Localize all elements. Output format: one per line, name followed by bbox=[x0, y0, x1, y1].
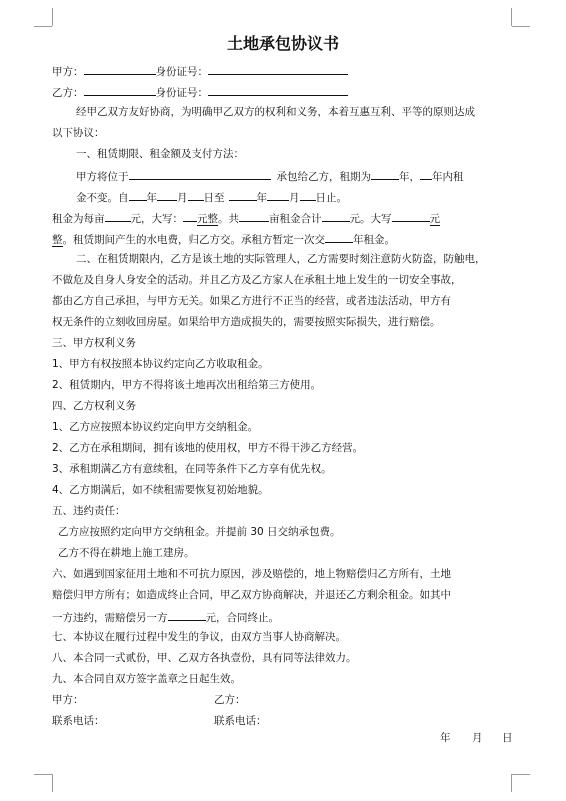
text: 年租金。 bbox=[353, 234, 395, 246]
crop-mark-top-left-h bbox=[34, 26, 52, 27]
phone-party-b[interactable]: 联系电话： bbox=[214, 715, 267, 727]
party-b-label: 乙方： bbox=[52, 87, 84, 99]
section-7: 七、本协议在履行过程中发生的争议，由双方当事人协商解决。 bbox=[52, 631, 346, 643]
text: 一方违约，需赔偿另一方 bbox=[52, 612, 168, 624]
prepay-years-field[interactable] bbox=[325, 231, 353, 243]
signature-party-b[interactable]: 乙方： bbox=[214, 694, 246, 706]
crop-mark-bottom-right-h bbox=[512, 774, 530, 775]
party-a-label: 甲方： bbox=[52, 66, 84, 78]
crop-mark-top-right-h bbox=[512, 26, 530, 27]
section-3-heading: 三、甲方权利义务 bbox=[52, 337, 136, 349]
text: 月 bbox=[289, 192, 300, 204]
section-1-line-1 bbox=[76, 168, 464, 184]
section-8: 八、本合同一式贰份，甲、乙双方各执壹份，具有同等法律效力。 bbox=[52, 652, 357, 664]
total-rent-field[interactable] bbox=[322, 210, 350, 222]
section-4-item-3: 3、承租期满乙方有意续租，在同等条件下乙方享有优先权。 bbox=[52, 463, 332, 475]
section-6-line-2: 赔偿归甲方所有；如造成终止合同，甲乙双方协商解决，并退还乙方剩余租金。如其中 bbox=[52, 589, 451, 601]
section-6-line-3 bbox=[52, 609, 279, 625]
lease-years-field[interactable] bbox=[371, 168, 399, 180]
date-day: 日 bbox=[502, 732, 513, 744]
party-a-row bbox=[52, 63, 348, 79]
crop-mark-bottom-left bbox=[52, 774, 53, 792]
text: 年 bbox=[146, 192, 157, 204]
section-3-item-2: 2、租赁期内，甲方不得将该土地再次出租给第三方使用。 bbox=[52, 379, 322, 391]
document-title: 土地承包协议书 bbox=[226, 34, 339, 53]
text: 年内租 bbox=[432, 171, 464, 183]
start-month-field[interactable] bbox=[157, 189, 177, 201]
total-rent-caps-field[interactable] bbox=[392, 210, 430, 222]
crop-mark-top-right bbox=[511, 8, 512, 26]
land-location-field[interactable] bbox=[129, 168, 271, 180]
party-a-id-field[interactable] bbox=[208, 63, 348, 75]
party-a-name-field[interactable] bbox=[84, 63, 156, 75]
party-a-id-label: 身份证号： bbox=[155, 66, 208, 78]
section-5-item-1: 乙方应按照约定向甲方交纳租金。并提前 30 日交纳承包费。 bbox=[58, 526, 341, 538]
phone-party-a[interactable]: 联系电话： bbox=[52, 715, 105, 727]
text: 日止。 bbox=[315, 192, 347, 204]
section-2-line-2: 不做危及自身人身安全的活动。并且乙方及乙方家人在承租土地上发生的一切安全事故， bbox=[52, 274, 462, 286]
section-1-heading: 一、租赁期限、租金额及支付方法： bbox=[76, 148, 244, 160]
section-2-line-3: 都由乙方自己承担，与甲方无关。如果乙方进行不正当的经营，或者违法活动，甲方有 bbox=[52, 295, 451, 307]
section-1-line-4 bbox=[52, 231, 395, 247]
section-6-line-1: 六、如遇到国家征用土地和不可抗力原因，涉及赔偿的，地上物赔偿归乙方所有，土地 bbox=[52, 568, 451, 580]
intro-line-1: 经甲乙双方友好协商，为明确甲乙双方的权利和义务，本着互惠互利、平等的原则达成 bbox=[76, 106, 475, 118]
crop-mark-top-left bbox=[52, 8, 53, 26]
start-day-field[interactable] bbox=[188, 189, 204, 201]
rent-per-mu-caps-field[interactable] bbox=[183, 210, 197, 222]
party-b-row bbox=[52, 84, 348, 100]
section-2-line-1: 二、在租赁期限内，乙方是该土地的实际管理人，乙方需要时刻注意防火防盗，防触电， bbox=[76, 253, 486, 265]
text: 月 bbox=[177, 192, 188, 204]
signature-party-a[interactable]: 甲方： bbox=[52, 694, 84, 706]
crop-mark-bottom-left-h bbox=[34, 774, 52, 775]
section-5-item-2: 乙方不得在耕地上施工建房。 bbox=[58, 547, 195, 559]
section-4-item-1: 1、乙方应按照本协议约定向甲方交纳租金。 bbox=[52, 421, 259, 433]
section-9: 九、本合同自双方签字盖章之日起生效。 bbox=[52, 673, 241, 685]
party-b-id-label: 身份证号： bbox=[155, 87, 208, 99]
total-mu-field[interactable] bbox=[239, 210, 269, 222]
end-year-field[interactable] bbox=[229, 189, 257, 201]
section-1-line-2 bbox=[76, 189, 347, 205]
intro-line-2: 以下协议： bbox=[52, 127, 105, 139]
party-b-name-field[interactable] bbox=[84, 84, 156, 96]
text: 。共 bbox=[218, 213, 239, 225]
text: 年 bbox=[256, 192, 267, 204]
text: 元，合同终止。 bbox=[205, 612, 279, 624]
rent-per-mu-field[interactable] bbox=[105, 210, 131, 222]
section-4-item-4: 4、乙方期满后，如不续租需要恢复初始地貌。 bbox=[52, 484, 269, 496]
text: 整 bbox=[52, 234, 63, 246]
text: 元整 bbox=[197, 213, 218, 225]
crop-mark-bottom-right bbox=[511, 774, 512, 792]
text: 租金为每亩 bbox=[52, 213, 105, 225]
section-4-item-2: 2、乙方在承租期间，拥有该地的使用权，甲方不得干涉乙方经营。 bbox=[52, 442, 364, 454]
date-year: 年 bbox=[440, 732, 451, 744]
penalty-amount-field[interactable] bbox=[168, 609, 206, 621]
text: 元。大写 bbox=[349, 213, 392, 225]
text: 亩租金合计 bbox=[269, 213, 322, 225]
party-b-id-field[interactable] bbox=[208, 84, 348, 96]
text: 。租赁期间产生的水电费，归乙方交。承租方暂定一次交 bbox=[62, 234, 325, 246]
text: 年， bbox=[399, 171, 420, 183]
end-month-field[interactable] bbox=[267, 189, 289, 201]
section-2-line-4: 权无条件的立刻收回房屋。如果给甲方造成损失的，需要按照实际损失，进行赔偿。 bbox=[52, 316, 441, 328]
end-day-field[interactable] bbox=[300, 189, 316, 201]
section-1-line-3 bbox=[52, 210, 440, 226]
section-4-heading: 四、乙方权利义务 bbox=[52, 400, 136, 412]
date-month: 月 bbox=[472, 732, 483, 744]
fixed-years-field[interactable] bbox=[420, 168, 432, 180]
section-5-heading: 五、违约责任： bbox=[52, 505, 126, 517]
text: 日至 bbox=[203, 192, 225, 204]
text: 金不变。自 bbox=[76, 192, 129, 204]
text: 承包给乙方，租期为 bbox=[276, 171, 371, 183]
start-year-field[interactable] bbox=[129, 189, 147, 201]
text: 元，大写： bbox=[130, 213, 183, 225]
text: 甲方将位于 bbox=[76, 171, 129, 183]
text: 元 bbox=[429, 213, 440, 225]
section-3-item-1: 1、甲方有权按照本协议约定向乙方收取租金。 bbox=[52, 358, 269, 370]
